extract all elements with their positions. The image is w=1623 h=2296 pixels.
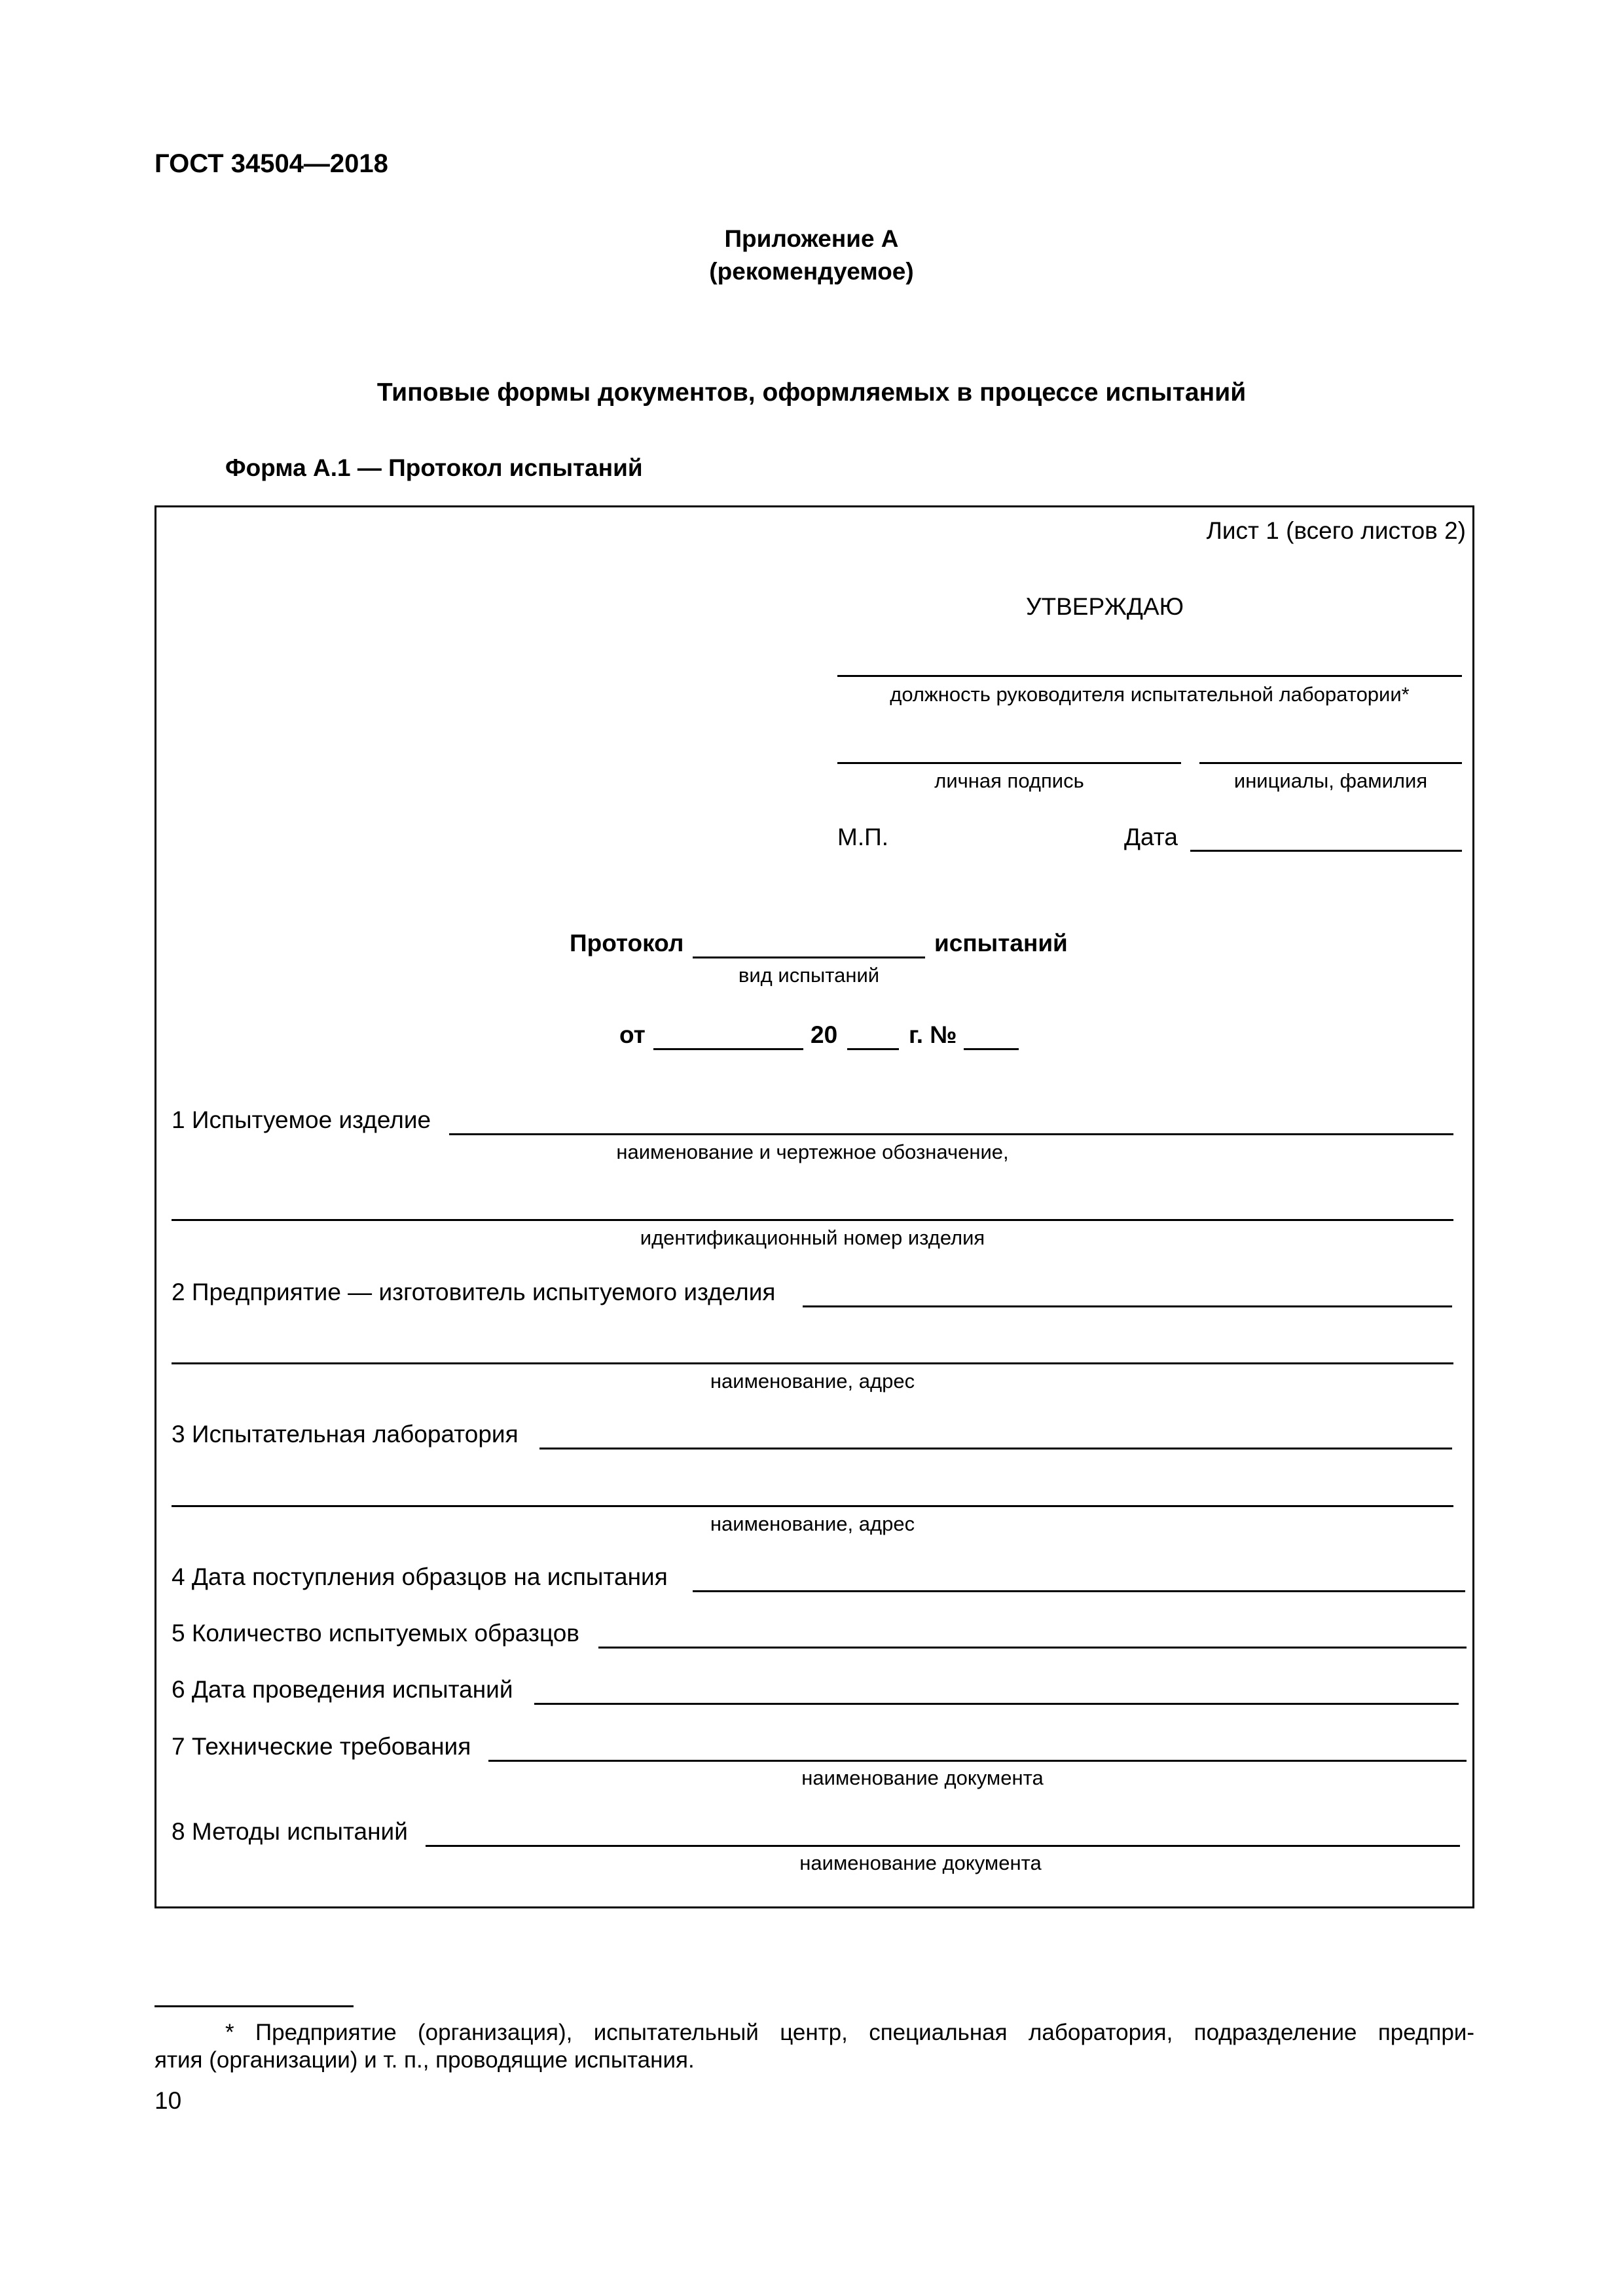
protocol-date-line[interactable]	[653, 1048, 803, 1050]
stamp-label: М.П.	[837, 824, 888, 850]
item-6-label: 6 Дата проведения испытаний	[172, 1676, 513, 1703]
item-1-line-2[interactable]	[172, 1219, 1453, 1221]
protocol-label: Протокол	[570, 930, 684, 957]
initials-line[interactable]	[1199, 762, 1462, 764]
initials-caption: инициалы, фамилия	[1233, 769, 1428, 792]
item-3-line-2[interactable]	[172, 1505, 1453, 1507]
date-label: Дата	[1124, 824, 1178, 850]
number-label: г. №	[909, 1021, 957, 1048]
standard-number: ГОСТ 34504—2018	[155, 149, 388, 178]
item-3-line[interactable]	[539, 1448, 1452, 1449]
appendix-status: (рекомендуемое)	[709, 258, 914, 285]
item-2-caption: наименование, адрес	[710, 1370, 915, 1393]
item-7-label: 7 Технические требования	[172, 1733, 471, 1760]
year-line[interactable]	[847, 1048, 899, 1050]
form-title: Форма А.1 — Протокол испытаний	[225, 454, 643, 481]
signature-line[interactable]	[837, 762, 1181, 764]
year-label: 20	[811, 1021, 838, 1048]
approve-label: УТВЕРЖДАЮ	[1026, 593, 1184, 620]
item-3-caption: наименование, адрес	[710, 1512, 915, 1535]
document-title: Типовые формы документов, оформляемых в процессе испытаний	[376, 378, 1247, 407]
item-7-caption: наименование документа	[801, 1766, 1044, 1789]
item-2-label: 2 Предприятие — изготовитель испытуемого изделия	[172, 1279, 776, 1305]
item-3-label: 3 Испытательная лаборатория	[172, 1421, 519, 1448]
position-caption: должность руководителя испытательной лаборатории*	[890, 683, 1410, 706]
footnote-line-1: * Предприятие (организация), испытательный центр, специальная лаборатория, подразделение предпри-	[225, 2020, 1474, 2045]
sheet-indicator: Лист 1 (всего листов 2)	[1206, 517, 1466, 544]
item-5-line[interactable]	[598, 1647, 1467, 1649]
item-2-line[interactable]	[803, 1305, 1452, 1307]
item-1-caption-1: наименование и чертежное обозначение,	[616, 1140, 1009, 1163]
protocol-suffix: испытаний	[934, 930, 1068, 957]
item-1-line[interactable]	[449, 1133, 1453, 1135]
item-4-line[interactable]	[693, 1590, 1465, 1592]
item-6-line[interactable]	[534, 1703, 1459, 1705]
item-4-label: 4 Дата поступления образцов на испытания	[172, 1563, 668, 1590]
footnote-line-2: ятия (организации) и т. п., проводящие испытания.	[155, 2047, 695, 2073]
item-1-caption-2: идентификационный номер изделия	[640, 1226, 985, 1249]
item-8-line[interactable]	[426, 1845, 1460, 1847]
protocol-caption: вид испытаний	[738, 964, 880, 987]
item-8-caption: наименование документа	[799, 1851, 1042, 1874]
item-7-line[interactable]	[488, 1760, 1467, 1762]
item-1-label: 1 Испытуемое изделие	[172, 1106, 431, 1133]
number-line[interactable]	[964, 1048, 1019, 1050]
appendix-title: Приложение А	[724, 225, 899, 252]
item-5-label: 5 Количество испытуемых образцов	[172, 1620, 579, 1647]
item-2-line-2[interactable]	[172, 1362, 1453, 1364]
footnote-rule	[155, 2005, 354, 2007]
signature-caption: личная подпись	[934, 769, 1084, 792]
item-8-label: 8 Методы испытаний	[172, 1818, 408, 1845]
from-label: от	[619, 1021, 646, 1048]
date-line[interactable]	[1190, 850, 1462, 852]
page-number: 10	[155, 2087, 182, 2114]
position-line[interactable]	[837, 675, 1462, 677]
protocol-type-line[interactable]	[693, 957, 925, 958]
